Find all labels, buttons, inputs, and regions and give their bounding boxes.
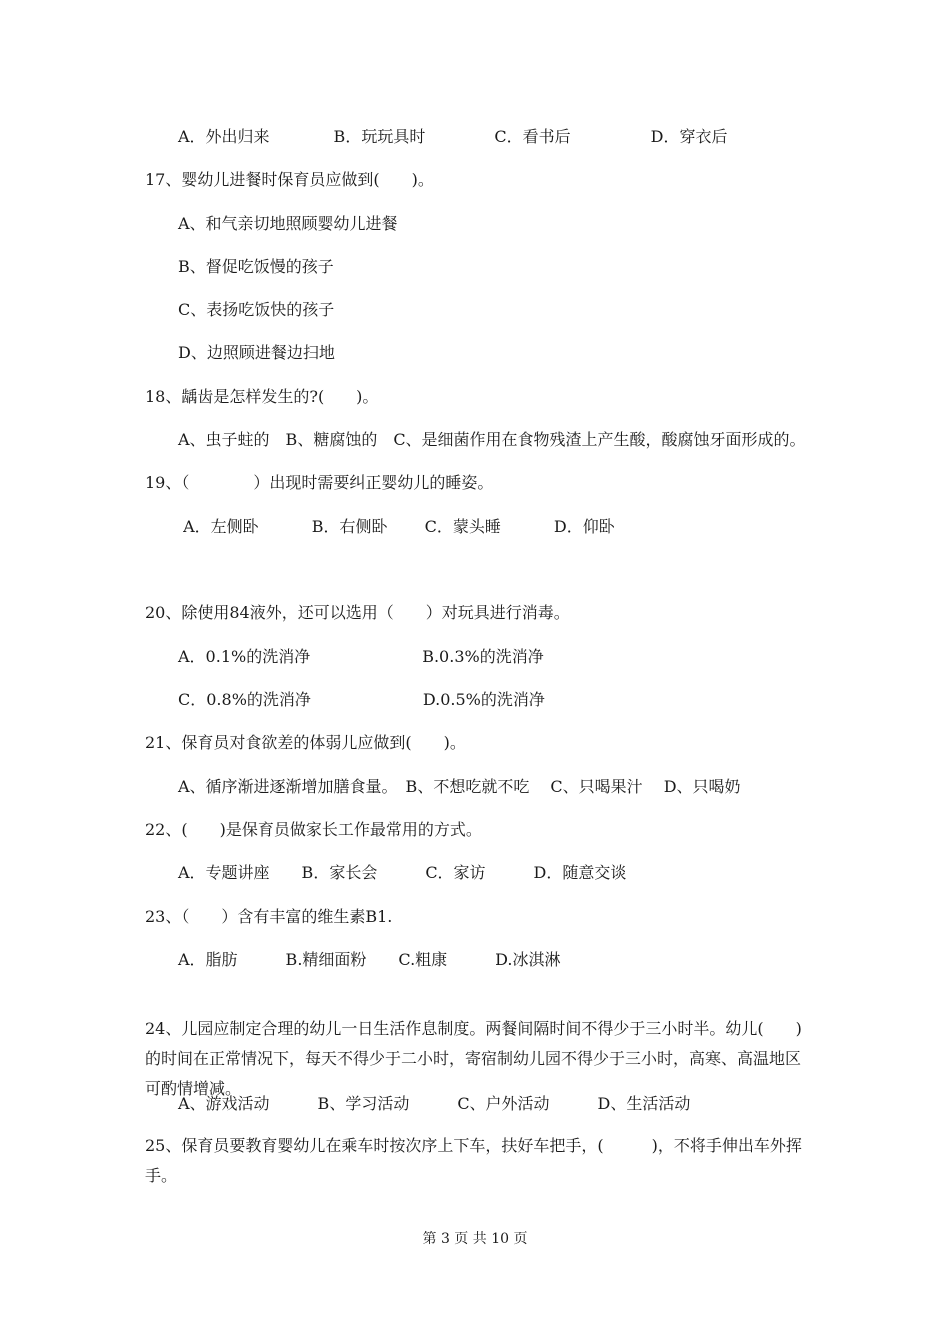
q17-option-a: A、和气亲切地照顾婴幼儿进餐: [178, 214, 398, 233]
q23-options: A．脂肪 B.精细面粉 C.粗康 D.冰淇淋: [178, 950, 561, 969]
q16-options: A．外出归来 B．玩玩具时 C．看书后 D．穿衣后: [178, 127, 728, 146]
q25-stem: 25、保育员要教育婴幼儿在乘车时按次序上下车，扶好车把手，( )，不将手伸出车外挥手。: [145, 1136, 802, 1185]
q21-options: A、循序渐进逐渐增加膳食量。 B、不想吃就不吃 C、只喝果汁 D、只喝奶: [178, 777, 741, 796]
q18-stem: 18、龋齿是怎样发生的?( )。: [145, 387, 379, 406]
q19-stem: 19、（ ）出现时需要纠正婴幼儿的睡姿。: [145, 473, 494, 492]
q18-options: A、虫子蛀的 B、糖腐蚀的 C、是细菌作用在食物残渣上产生酸，酸腐蚀牙面形成的。: [178, 430, 806, 449]
page-footer: 第 3 页 共 10 页: [422, 1231, 528, 1247]
q22-options: A．专题讲座 B．家长会 C．家访 D．随意交谈: [178, 863, 627, 882]
q17-option-c: C、表扬吃饭快的孩子: [178, 300, 335, 319]
q17-stem: 17、婴幼儿进餐时保育员应做到( )。: [145, 170, 434, 189]
q19-options: A．左侧卧 B．右侧卧 C．蒙头睡 D．仰卧: [178, 517, 615, 536]
q20-stem: 20、除使用84液外，还可以选用（ ）对玩具进行消毒。: [145, 603, 570, 622]
q23-stem: 23、（ ）含有丰富的维生素B1.: [145, 907, 393, 926]
q21-stem: 21、保育员对食欲差的体弱儿应做到( )。: [145, 733, 466, 752]
q17-option-b: B、督促吃饭慢的孩子: [178, 257, 334, 276]
q24-options: A、游戏活动 B、学习活动 C、户外活动 D、生活活动: [178, 1094, 691, 1113]
q24-stem: 24、儿园应制定合理的幼儿一日生活作息制度。两餐间隔时间不得少于三小时半。幼儿( )的时间在正常情况下，每天不得少于二小时，寄宿制幼儿园不得少于三小时，高寒、高温地区可酌情增减。: [145, 1019, 802, 1098]
q20-options-cd: C．0.8%的洗消净 D.0.5%的洗消净: [178, 690, 545, 709]
q20-options-ab: A．0.1%的洗消净 B.0.3%的洗消净: [178, 647, 544, 666]
q22-stem: 22、( )是保育员做家长工作最常用的方式。: [145, 820, 482, 839]
q17-option-d: D、边照顾进餐边扫地: [178, 343, 335, 362]
